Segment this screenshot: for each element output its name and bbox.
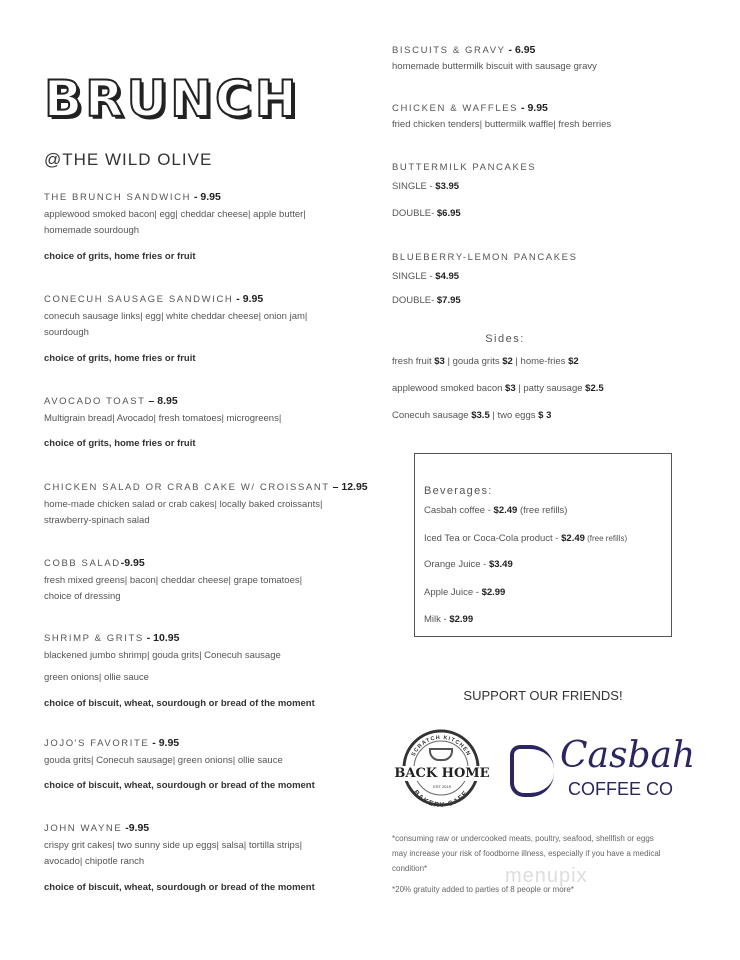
badge-ring-top-text: SCRATCH KITCHEN [410,734,472,758]
beverage-item: Iced Tea or Coca-Cola product - $2.49 (free refills) [424,533,628,544]
item-price: 12.95 [341,481,368,493]
item-choice: choice of biscuit, wheat, sourdough or bread of the moment [44,697,315,709]
item-description: blackened jumbo shrimp| gouda grits| Conecuh sausage [44,649,281,661]
item-description: fresh mixed greens| bacon| cheddar cheese| grape tomatoes| [44,574,303,586]
item-choice: choice of grits, home fries or fruit [44,352,196,364]
restaurant-name: @THE WILD OLIVE [44,150,213,169]
item-description: conecuh sausage links| egg| white cheddar cheese| onion jam| [44,310,308,322]
item-price: 9.95 [128,822,150,834]
menu-item: JOHN WAYNE -9.95 crispy grit cakes| two sunny side up eggs| salsa| tortilla strips| avocado| chipotle ranch choice of biscuit, wheat, sourdough or bread of the moment [44,820,374,896]
item-price: 9.95 [158,737,180,749]
item-chicken-waffles: CHICKEN & WAFFLES - 9.95 fried chicken tenders| buttermilk waffle| fresh berries [392,102,612,130]
sides-line: applewood smoked bacon $3 | patty sausage $2.5 [392,383,604,394]
watermark: menupix [505,865,588,887]
back-home-logo [392,728,492,814]
item-description: crispy grit cakes| two sunny side up eggs| salsa| tortilla strips| [44,839,303,851]
badge-name: BACK HOME [392,766,492,781]
beverage-item: Orange Juice - $3.49 [424,559,513,570]
item-name: JOHN WAYNE [44,823,123,834]
beverage-item: Casbah coffee - $2.49 (free refills) [424,505,568,516]
item-price: 9.95 [124,557,145,569]
beverage-item: Milk - $2.99 [424,614,474,625]
menu-item: COBB SALAD-9.95 fresh mixed greens| bacon| cheddar cheese| grape tomatoes| choice of dressing [44,555,374,606]
item-description: green onions| ollie sauce [44,672,149,683]
item-blueberry-pancakes: BLUEBERRY-LEMON PANCAKES SINGLE - $4.95 DOUBLE- $7.95 [392,252,578,306]
item-choice: choice of grits, home fries or fruit [44,250,196,262]
food-safety-disclaimer: *consuming raw or undercooked meats, poultry, seafood, shellfish or eggs may increase your risk of foodborne illness, especially if you have a medical condition* [392,834,661,873]
item-buttermilk-pancakes: BUTTERMILK PANCAKES SINGLE - $3.95 DOUBLE- $6.95 [392,162,537,219]
sides-title: Sides: [485,333,525,345]
item-name: COBB SALAD [44,558,121,569]
item-description: sourdough [44,327,89,338]
menu-title: BRUNCH [44,70,300,128]
menu-item: AVOCADO TOAST – 8.95 Multigrain bread| Avocado| fresh tomatoes| microgreens| choice of grits, home fries or fruit [44,393,374,453]
sides-line: fresh fruit $3 | gouda grits $2 | home-fries $2 [392,356,579,367]
item-choice: choice of grits, home fries or fruit [44,438,196,449]
item-price: 9.95 [200,191,221,203]
beverages-box [414,453,672,637]
item-name: SHRIMP & GRITS [44,633,144,644]
item-price: 10.95 [153,632,180,644]
coffee-cup-icon [510,745,554,797]
beverages-title: Beverages: [424,485,493,497]
item-price: 8.95 [157,395,178,407]
item-description: strawberry-spinach salad [44,515,150,526]
item-name: AVOCADO TOAST [44,396,146,407]
item-biscuits-gravy: BISCUITS & GRAVY - 6.95 homemade buttermilk biscuit with sausage gravy [392,44,597,72]
casbah-sub: COFFEE CO [568,779,674,799]
item-choice: choice of biscuit, wheat, sourdough or bread of the moment [44,881,315,893]
casbah-name: Casbah [560,735,696,776]
casbah-logo [510,735,696,810]
item-price: 9.95 [242,293,264,305]
item-name: CONECUH SAUSAGE SANDWICH [44,294,234,305]
item-description: choice of dressing [44,591,121,602]
menu-item: CONECUH SAUSAGE SANDWICH - 9.95 conecuh sausage links| egg| white cheddar cheese| onion jam| sourdough choice of grits, home fries or fruit [44,291,374,367]
item-choice: choice of biscuit, wheat, sourdough or bread of the moment [44,780,315,791]
item-description: homemade sourdough [44,225,140,236]
item-description: applewood smoked bacon| egg| cheddar cheese| apple butter| [44,208,306,220]
menu-item: JOJO'S FAVORITE - 9.95 gouda grits| Conecuh sausage| green onions| ollie sauce choice of biscuit, wheat, sourdough or bread of the moment [44,735,374,795]
beverage-item: Apple Juice - $2.99 [424,587,506,598]
item-name: JOJO'S FAVORITE [44,738,150,749]
item-name: THE BRUNCH SANDWICH [44,192,192,203]
badge-ring-bottom-text: BAKERY CAFE [411,789,471,810]
item-description: avocado| chipotle ranch [44,856,145,867]
gratuity-note: *20% gratuity added to parties of 8 people or more* [392,885,574,894]
support-title: SUPPORT OUR FRIENDS! [463,688,623,703]
item-name: CHICKEN SALAD OR CRAB CAKE W/ CROISSANT [44,482,330,493]
menu-item: SHRIMP & GRITS - 10.95 blackened jumbo shrimp| gouda grits| Conecuh sausage green onions| ollie sauce choice of biscuit, wheat, sourdough or bread of the moment [44,630,374,712]
item-description: Multigrain bread| Avocado| fresh tomatoes| microgreens| [44,412,282,424]
item-description: gouda grits| Conecuh sausage| green onions| ollie sauce [44,754,283,766]
menu-item: THE BRUNCH SANDWICH - 9.95 applewood smoked bacon| egg| cheddar cheese| apple butter| homemade sourdough choice of grits, home fries or fruit [44,189,374,265]
menu-item: CHICKEN SALAD OR CRAB CAKE W/ CROISSANT – 12.95 home-made chicken salad or crab cakes| locally baked croissants| strawberry-spinach salad [44,479,374,530]
item-description: home-made chicken salad or crab cakes| locally baked croissants| [44,498,323,510]
sides-line: Conecuh sausage $3.5 | two eggs $ 3 [392,410,552,421]
svg-text:BAKERY CAFE [412,789,470,809]
badge-est: EST 2019 [433,784,451,789]
